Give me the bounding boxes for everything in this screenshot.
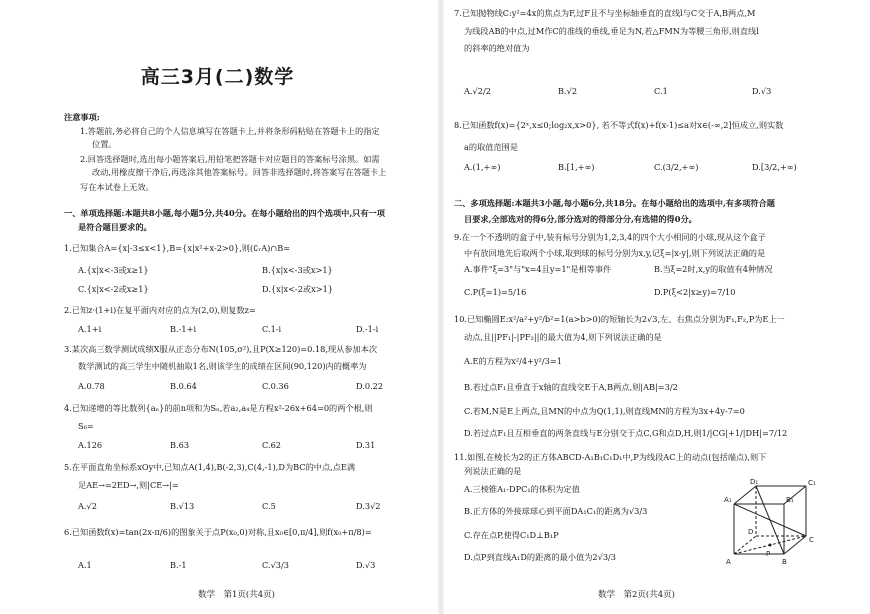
question-stem: 中有放回地先后取两个小球,取到球的标号分别为x,y,记ξ=|x-y|,则下列说法正确的是 (464, 248, 766, 258)
option-b: B.{x|x<-3或x>1} (262, 265, 333, 275)
question-stem: 足AE→=2ED→,则|CE→|= (78, 480, 179, 490)
option-b: B.-1+i (170, 324, 197, 334)
option-a: A.1+i (78, 324, 102, 334)
vertex-label: B (782, 558, 787, 566)
option-a: A.(1,+∞) (464, 162, 501, 172)
question-stem: 动点,且||PF₁|-|PF₂||的最大值为4,则下列说法正确的是 (464, 332, 662, 342)
option-d: D.[3/2,+∞) (752, 162, 797, 172)
option-b: B.正方体的外接球球心到平面DA₁C₁的距离为√3/3 (464, 506, 648, 516)
page-fold (438, 0, 444, 614)
question-stem: a的取值范围是 (464, 142, 519, 152)
option-c: C.62 (262, 440, 281, 450)
option-d: D.√3 (752, 86, 772, 96)
option-c: C.P(ξ=1)=5/16 (464, 287, 527, 297)
question-stem: 列说法正确的是 (464, 466, 522, 476)
question-stem: 5.在平面直角坐标系xOy中,已知点A(1,4),B(-2,3),C(4,-1),D为BC的中点,点E满 (64, 462, 356, 472)
option-d: D.若过点F₁且互相垂直的两条直线与E分别交于点C,G和点D,H,则1/|CG|+1/|DH|=7/12 (464, 428, 788, 438)
question-stem: 数学测试的高三学生中随机抽取1名,则该学生的成绩在区间(90,120)内的概率为 (78, 361, 367, 371)
question-stem: 10.已知椭圆E:x²/a²+y²/b²=1(a>b>0)的短轴长为2√3,左、右焦点分别为F₁,F₂,P为E上一 (454, 314, 785, 324)
question-stem: 为线段AB的中点,过M作C的准线的垂线,垂足为N,若△FMN为等腰三角形,则直线l (464, 26, 759, 36)
section-heading: 一、单项选择题:本题共8小题,每小题5分,共40分。在每小题给出的四个选项中,只有一项 (64, 208, 385, 218)
option-b: B.√13 (170, 501, 195, 511)
right-page (448, 0, 868, 614)
option-d: D.P(ξ<2|x≥y)=7/10 (654, 287, 736, 297)
section-heading: 目要求,全部选对的得6分,部分选对的得部分分,有选错的得0分。 (464, 214, 697, 224)
vertex-label: B₁ (786, 496, 794, 504)
question-stem: 11.如图,在棱长为2的正方体ABCD-A₁B₁C₁D₁中,P为线段AC上的动点(包括端点),则下 (454, 452, 767, 462)
option-b: B.0.64 (170, 381, 197, 391)
notice-title: 注意事项: (64, 112, 100, 122)
option-a: A.1 (78, 560, 92, 570)
option-d: D.{x|x<-2或x>1} (262, 284, 333, 294)
question-stem: 8.已知函数f(x)={2ˣ,x≤0;log₂x,x>0}, 若不等式f(x)+f(x-1)≤a对x∈(-∞,2]恒成立,则实数 (454, 120, 784, 130)
vertex-label: P (766, 550, 771, 558)
option-a: A.{x|x<-3或x≥1} (78, 265, 149, 275)
question-stem: 6.已知函数f(x)=tan(2x-π/6)的图象关于点P(x₀,0)对称,且x₀∈[0,π/4],则f(x₀+π/8)= (64, 527, 372, 537)
option-a: A.E的方程为x²/4+y²/3=1 (464, 356, 562, 366)
option-d: D.-1-i (356, 324, 379, 334)
section-heading: 二、多项选择题:本题共3小题,每小题6分,共18分。在每小题给出的选项中,有多项符合题 (454, 198, 775, 208)
option-a: A.0.78 (78, 381, 105, 391)
notice-line: 位置。 (92, 139, 117, 149)
question-stem: 2.已知z·(1+i)在复平面内对应的点为(2,0),则复数z= (64, 305, 256, 315)
vertex-label: D₁ (750, 478, 759, 486)
option-c: C.{x|x<-2或x≥1} (78, 284, 149, 294)
option-a: A.√2/2 (464, 86, 491, 96)
page-footer: 数学 第1页(共4页) (198, 590, 275, 600)
option-a: A.事件"ξ=3"与"x=4且y=1"是相等事件 (464, 264, 612, 274)
question-stem: 7.已知抛物线C:y²=4x的焦点为F,过F且不与坐标轴垂直的直线l与C交于A,B两点,M (454, 8, 756, 18)
vertex-label: A (726, 558, 731, 566)
exam-title: 高三3月(二)数学 (140, 66, 295, 88)
option-d: D.√3 (356, 560, 376, 570)
option-c: C.0.36 (262, 381, 289, 391)
option-c: C.(3/2,+∞) (654, 162, 699, 172)
section-heading: 是符合题目要求的。 (78, 222, 152, 232)
page-footer: 数学 第2页(共4页) (598, 590, 675, 600)
option-c: C.存在点P,使得C₁D⊥B₁P (464, 530, 559, 540)
vertex-label: C (809, 536, 814, 544)
option-d: D.3√2 (356, 501, 381, 511)
option-a: A.√2 (78, 501, 97, 511)
vertex-label: A₁ (724, 496, 732, 504)
question-stem: 9.在一个不透明的盒子中,装有标号分别为1,2,3,4的四个大小相同的小球,现从这个盒子 (454, 232, 766, 242)
vertex-label: C₁ (808, 479, 816, 487)
option-c: C.1-i (262, 324, 282, 334)
option-d: D.点P到直线A₁D的距离的最小值为2√3/3 (464, 552, 616, 562)
question-stem: 1.已知集合A={x|-3≤x<1},B={x|x²+x-2>0},则(∁ᵣA)∩B= (64, 243, 291, 253)
option-c: C.√3/3 (262, 560, 289, 570)
notice-line: 写在本试卷上无效。 (80, 182, 154, 192)
option-b: B.63 (170, 440, 190, 450)
question-stem: S₆= (78, 421, 94, 431)
option-c: C.5 (262, 501, 276, 511)
cube-figure (720, 476, 826, 572)
option-c: C.1 (654, 86, 668, 96)
option-c: C.若M,N是E上两点,且MN的中点为Q(1,1),则直线MN的方程为3x+4y-7=0 (464, 406, 745, 416)
question-stem: 3.某次高三数学测试成绩X服从正态分布N(105,σ²),且P(X≥120)=0.18,现从参加本次 (64, 344, 378, 354)
option-a: A.126 (78, 440, 103, 450)
option-b: B.√2 (558, 86, 578, 96)
question-stem: 4.已知递增的等比数列{aₙ}的前n项和为Sₙ,若a₂,a₄是方程x²-26x+64=0的两个根,则 (64, 403, 373, 413)
option-d: D.31 (356, 440, 376, 450)
option-b: B.当ξ=2时,x,y的取值有4种情况 (654, 264, 773, 274)
option-d: D.0.22 (356, 381, 384, 391)
option-a: A.三棱锥A₁-DPC₁的体积为定值 (464, 484, 580, 494)
notice-line: 改动,用橡皮擦干净后,再选涂其他答案标号。回答非选择题时,将答案写在答题卡上 (92, 167, 387, 177)
option-b: B.若过点F₁且垂直于x轴的直线交E于A,B两点,则|AB|=3/2 (464, 382, 678, 392)
option-b: B.[1,+∞) (558, 162, 595, 172)
notice-line: 2.回答选择题时,选出每小题答案后,用铅笔把答题卡对应题目的答案标号涂黑。如需 (80, 154, 380, 164)
notice-line: 1.答题前,务必将自己的个人信息填写在答题卡上,并将条形码粘贴在答题卡上的指定 (80, 126, 380, 136)
vertex-label: D (748, 528, 754, 536)
option-b: B.-1 (170, 560, 187, 570)
question-stem: 的斜率的绝对值为 (464, 43, 530, 53)
